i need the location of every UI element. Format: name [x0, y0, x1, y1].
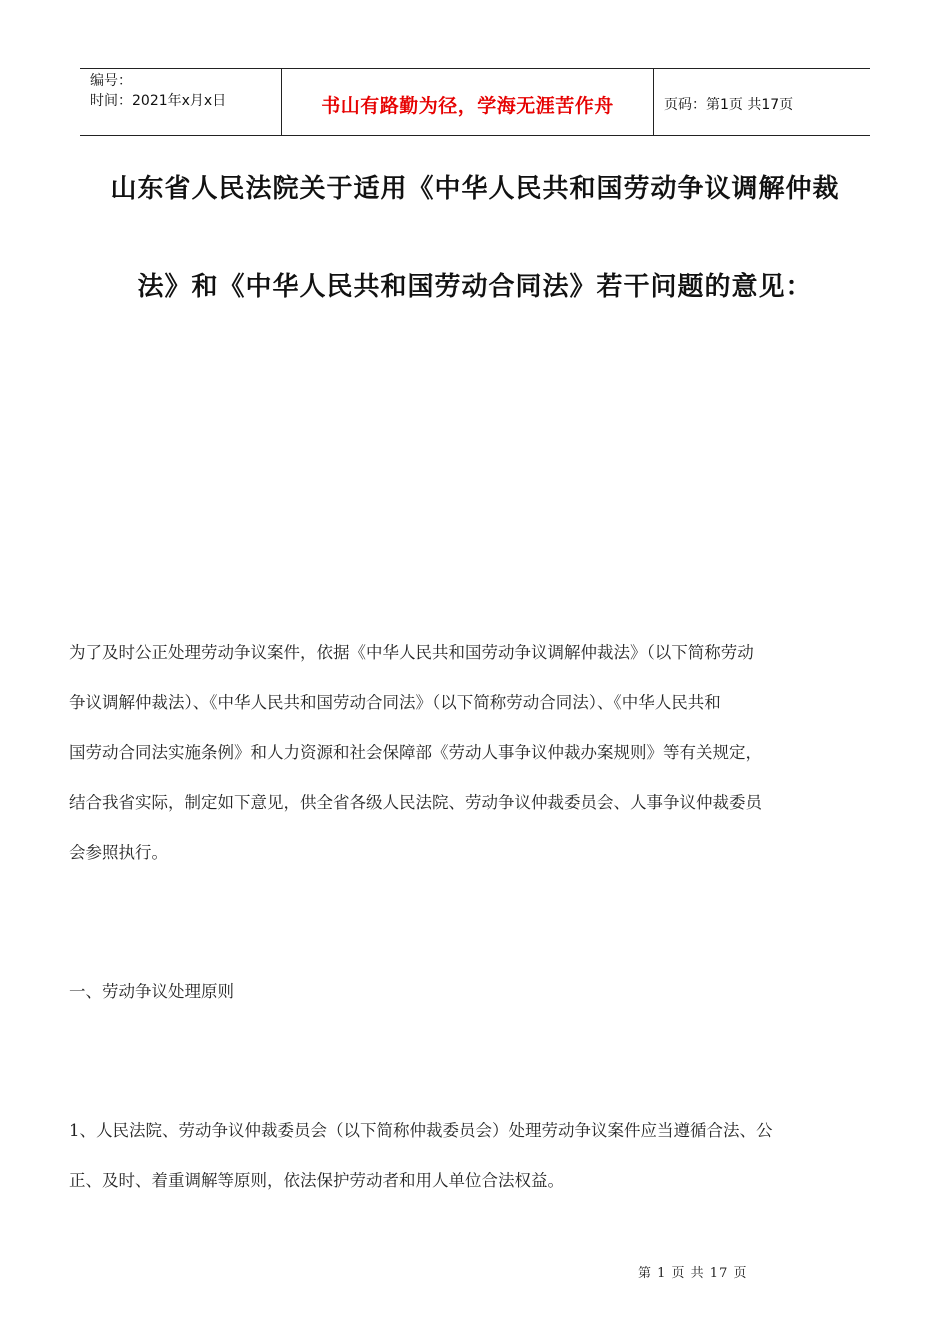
paragraph-line: 1、人民法院、劳动争议仲裁委员会（以下简称仲裁委员会）处理劳动争议案件应当遵循合法、公 — [69, 1121, 773, 1140]
clause-paragraph — [69, 1106, 884, 1206]
intro-paragraph — [69, 628, 884, 878]
document-title-line-1: 山东省人民法院关于适用《中华人民共和国劳动争议调解仲裁 — [110, 174, 840, 204]
paragraph-line: 正、及时、着重调解等原则，依法保护劳动者和用人单位合法权益。 — [69, 1171, 564, 1190]
paragraph-line: 结合我省实际，制定如下意见，供全省各级人民法院、劳动争议仲裁委员会、人事争议仲裁委员 — [69, 793, 762, 812]
header-motto: 书山有路勤为径，学海无涯苦作舟 — [321, 94, 614, 117]
header-meta-cell — [80, 69, 282, 135]
footer-page-number: 第 1 页 共 17 页 — [638, 1266, 748, 1281]
section-heading-text: 一、劳动争议处理原则 — [69, 982, 234, 1001]
paragraph-line: 为了及时公正处理劳动争议案件，依据《中华人民共和国劳动争议调解仲裁法》（以下简称劳动 — [69, 643, 754, 662]
header-table — [80, 68, 870, 136]
paragraph-line: 国劳动合同法实施条例》和人力资源和社会保障部《劳动人事争议仲裁办案规则》等有关规定， — [69, 743, 762, 762]
document-title-line-2: 法》和《中华人民共和国劳动合同法》若干问题的意见： — [137, 272, 813, 302]
header-page-cell — [654, 69, 870, 135]
section-heading — [69, 967, 884, 1017]
paragraph-line: 争议调解仲裁法）、《中华人民共和国劳动合同法》（以下简称劳动合同法）、《中华人民共和 — [69, 693, 721, 712]
header-motto-cell — [282, 69, 654, 135]
document-number-label: 编号： — [90, 73, 132, 89]
paragraph-line: 会参照执行。 — [69, 843, 168, 862]
document-time-label: 时间：2021年x月x日 — [90, 93, 227, 109]
header-page-info: 页码：第1页 共17页 — [664, 97, 794, 113]
